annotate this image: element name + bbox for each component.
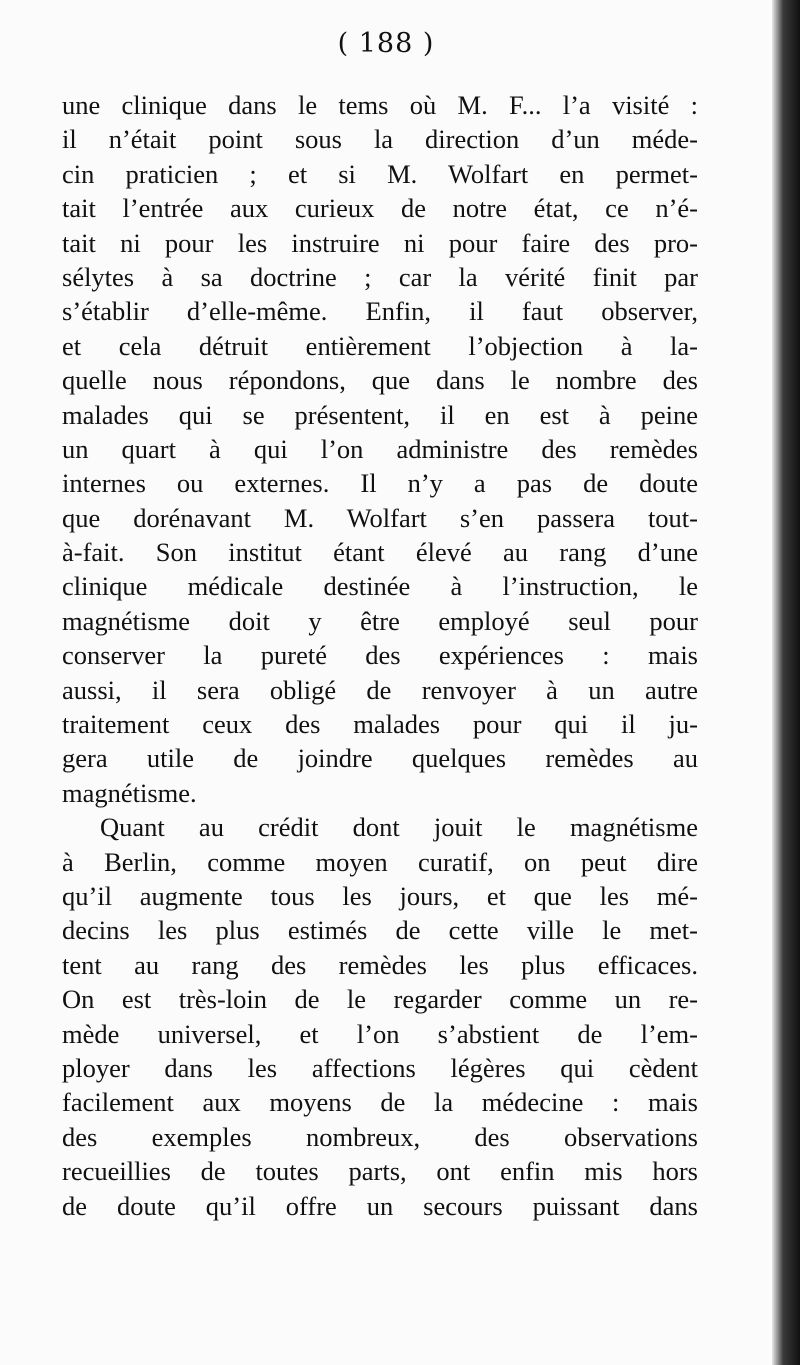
text-line: recueillies de toutes parts, ont enfin mis hors: [62, 1156, 698, 1187]
text-line: gera utile de joindre quelques remèdes au: [62, 743, 698, 774]
page-number: ( 188 ): [337, 28, 435, 59]
text-line: une clinique dans le tems où M. F... l’a visité :: [62, 90, 698, 120]
text-line: que dorénavant M. Wolfart s’en passera tout-: [62, 502, 698, 533]
text-line: mède universel, et l’on s’abstient de l’em-: [62, 1018, 698, 1049]
text-line: facilement aux moyens de la médecine : mais: [62, 1087, 698, 1118]
text-line: à-fait. Son institut étant élevé au rang d’une: [62, 537, 698, 568]
text-line: s’établir d’elle-même. Enfin, il faut observer,: [62, 296, 698, 327]
text-line: clinique médicale destinée à l’instruction, le: [62, 571, 698, 602]
text-line: On est très-loin de le regarder comme un re-: [62, 984, 698, 1015]
text-line: conserver la pureté des expériences : mais: [62, 640, 698, 671]
text-line: à Berlin, comme moyen curatif, on peut dire: [62, 846, 698, 877]
text-line: tent au rang des remèdes les plus efficaces.: [62, 949, 698, 980]
text-line: magnétisme doit y être employé seul pour: [62, 605, 698, 636]
text-line: des exemples nombreux, des observations: [62, 1121, 698, 1152]
text-line: malades qui se présentent, il en est à peine: [62, 399, 698, 430]
page-edge-shadow: [772, 0, 800, 1365]
text-line: quelle nous répondons, que dans le nombre des: [62, 365, 698, 396]
text-line: cin praticien ; et si M. Wolfart en permet-: [62, 158, 698, 189]
text-line: ployer dans les affections légères qui cèdent: [62, 1052, 698, 1083]
text-line: un quart à qui l’on administre des remèdes: [62, 433, 698, 464]
text-line: magnétisme.: [62, 777, 197, 808]
text-line: de doute qu’il offre un secours puissant dans: [62, 1190, 698, 1221]
text-line: et cela détruit entièrement l’objection à la-: [62, 330, 698, 361]
text-line: sélytes à sa doctrine ; car la vérité finit par: [62, 261, 698, 292]
text-line: tait l’entrée aux curieux de notre état, ce n’é-: [62, 193, 698, 224]
text-line: decins les plus estimés de cette ville le met-: [62, 915, 698, 946]
paragraph-2: [62, 810, 698, 1223]
text-line: Quant au crédit dont jouit le magnétisme: [100, 812, 698, 843]
text-line: traitement ceux des malades pour qui il ju-: [62, 709, 698, 740]
paragraph-1: [62, 88, 698, 810]
text-line: aussi, il sera obligé de renvoyer à un autre: [62, 674, 698, 705]
body-text: [62, 88, 698, 1223]
text-line: il n’était point sous la direction d’un méde-: [62, 124, 698, 155]
text-line: qu’il augmente tous les jours, et que les mé-: [62, 880, 698, 911]
text-line: tait ni pour les instruire ni pour faire des pro-: [62, 227, 698, 258]
text-line: internes ou externes. Il n’y a pas de doute: [62, 468, 698, 499]
